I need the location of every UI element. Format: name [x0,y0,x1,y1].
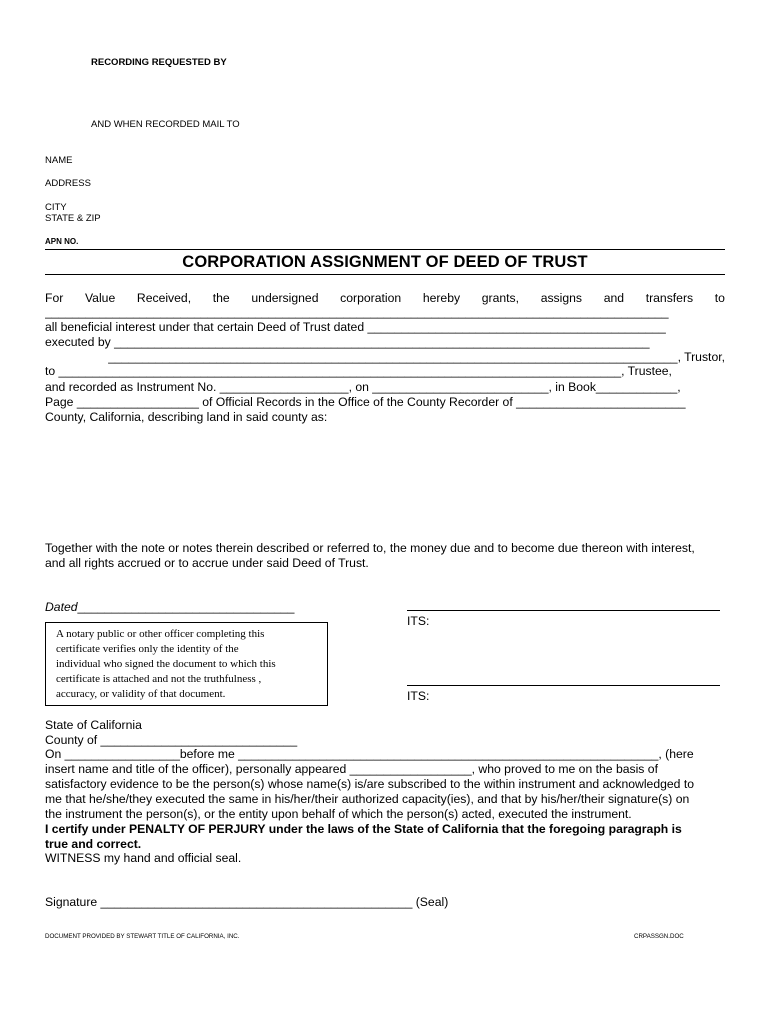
word: undersigned [251,291,319,305]
word: and [603,291,625,305]
signature-line-1[interactable] [407,610,720,611]
apn-label: APN NO. [45,237,79,246]
word: grants, [481,291,520,305]
footer-provider: DOCUMENT PROVIDED BY STEWART TITLE OF CALIFORNIA, INC. [45,933,240,940]
on-before-me-line[interactable]: On _________________before me ______________________________________________________________, (here [45,747,694,761]
ack-para-line-4: the instrument the person(s), or the entity upon behalf of which the person(s) acted, executed the instrument. [45,807,632,821]
its-label-2: ITS: [407,689,430,703]
assignee-blank[interactable]: ____________________________________________________________________________________________ [45,305,669,319]
executed-by-line[interactable]: executed by _______________________________________________________________________________ [45,335,650,349]
together-line-1: Together with the note or notes therein described or referred to, the money due and to become due thereon with interest, [45,541,695,555]
address-label: ADDRESS [45,178,91,189]
county-description-line: County, California, describing land in said county as: [45,410,328,424]
ack-para-line-1: insert name and title of the officer), personally appeared __________________, who proved to me on the basis of [45,762,658,776]
notary-disclaimer-box [45,622,328,706]
word: transfers [645,291,694,305]
city-label: CITY [45,202,67,213]
state-zip-label: STATE & ZIP [45,213,101,224]
state-of-california: State of California [45,718,142,732]
notary-line: accuracy, or validity of that document. [56,688,226,700]
ack-para-line-2: satisfactory evidence to be the person(s) whose name(s) is/are subscribed to the within instrument and acknowledged to [45,777,694,791]
notary-line: certificate is attached and not the truthfulness , [56,673,262,685]
title-divider [45,274,725,275]
trustee-line[interactable]: to ___________________________________________________________________________________, Trustee, [45,364,672,378]
its-label-1: ITS: [407,614,430,628]
notary-line: individual who signed the document to which this [56,658,276,670]
dated-blank[interactable]: ________________________________ [77,600,295,614]
together-line-2: and all rights accrued or to accrue under said Deed of Trust. [45,556,369,570]
ack-para-line-3: me that he/she/they executed the same in his/her/their authorized capacity(ies), and that by his/her/their signature(s) on [45,792,690,806]
first-line [45,291,725,306]
signature-line-2[interactable] [407,685,720,686]
word: assigns [540,291,583,305]
name-label: NAME [45,155,73,166]
word: to [714,291,725,305]
witness-line: WITNESS my hand and official seal. [45,851,242,865]
recorded-instrument-line[interactable]: and recorded as Instrument No. ___________________, on __________________________, in Book____________, [45,380,681,394]
word: hereby [422,291,461,305]
footer-filename: CRPASSGN.DOC [634,933,684,940]
word: the [212,291,230,305]
dated-label: Dated [45,600,78,614]
word: For [45,291,64,305]
county-of-line[interactable]: County of _____________________________ [45,733,298,747]
dated-line[interactable] [45,600,294,615]
official-records-line[interactable]: Page __________________ of Official Records in the Office of the County Recorder of _________________________ [45,395,686,409]
certify-line-2: true and correct. [45,837,142,851]
word: corporation [340,291,402,305]
beneficial-interest-line[interactable]: all beneficial interest under that certain Deed of Trust dated ____________________________________________ [45,320,666,334]
recording-requested-by: RECORDING REQUESTED BY [91,57,227,68]
signature-line[interactable]: Signature ______________________________________________ (Seal) [45,895,449,909]
header-divider [45,249,725,250]
when-recorded-mail-to: AND WHEN RECORDED MAIL TO [91,119,240,130]
document-title: CORPORATION ASSIGNMENT OF DEED OF TRUST [182,253,588,271]
notary-line: A notary public or other officer completing this [56,628,265,640]
certify-line-1: I certify under PENALTY OF PERJURY under the laws of the State of California that the foregoing paragraph is [45,822,682,836]
word: Value [84,291,116,305]
word: Received, [136,291,192,305]
trustor-line[interactable]: ____________________________________________________________________________________, Trustor, [108,350,725,364]
notary-line: certificate verifies only the identity of the [56,643,239,655]
